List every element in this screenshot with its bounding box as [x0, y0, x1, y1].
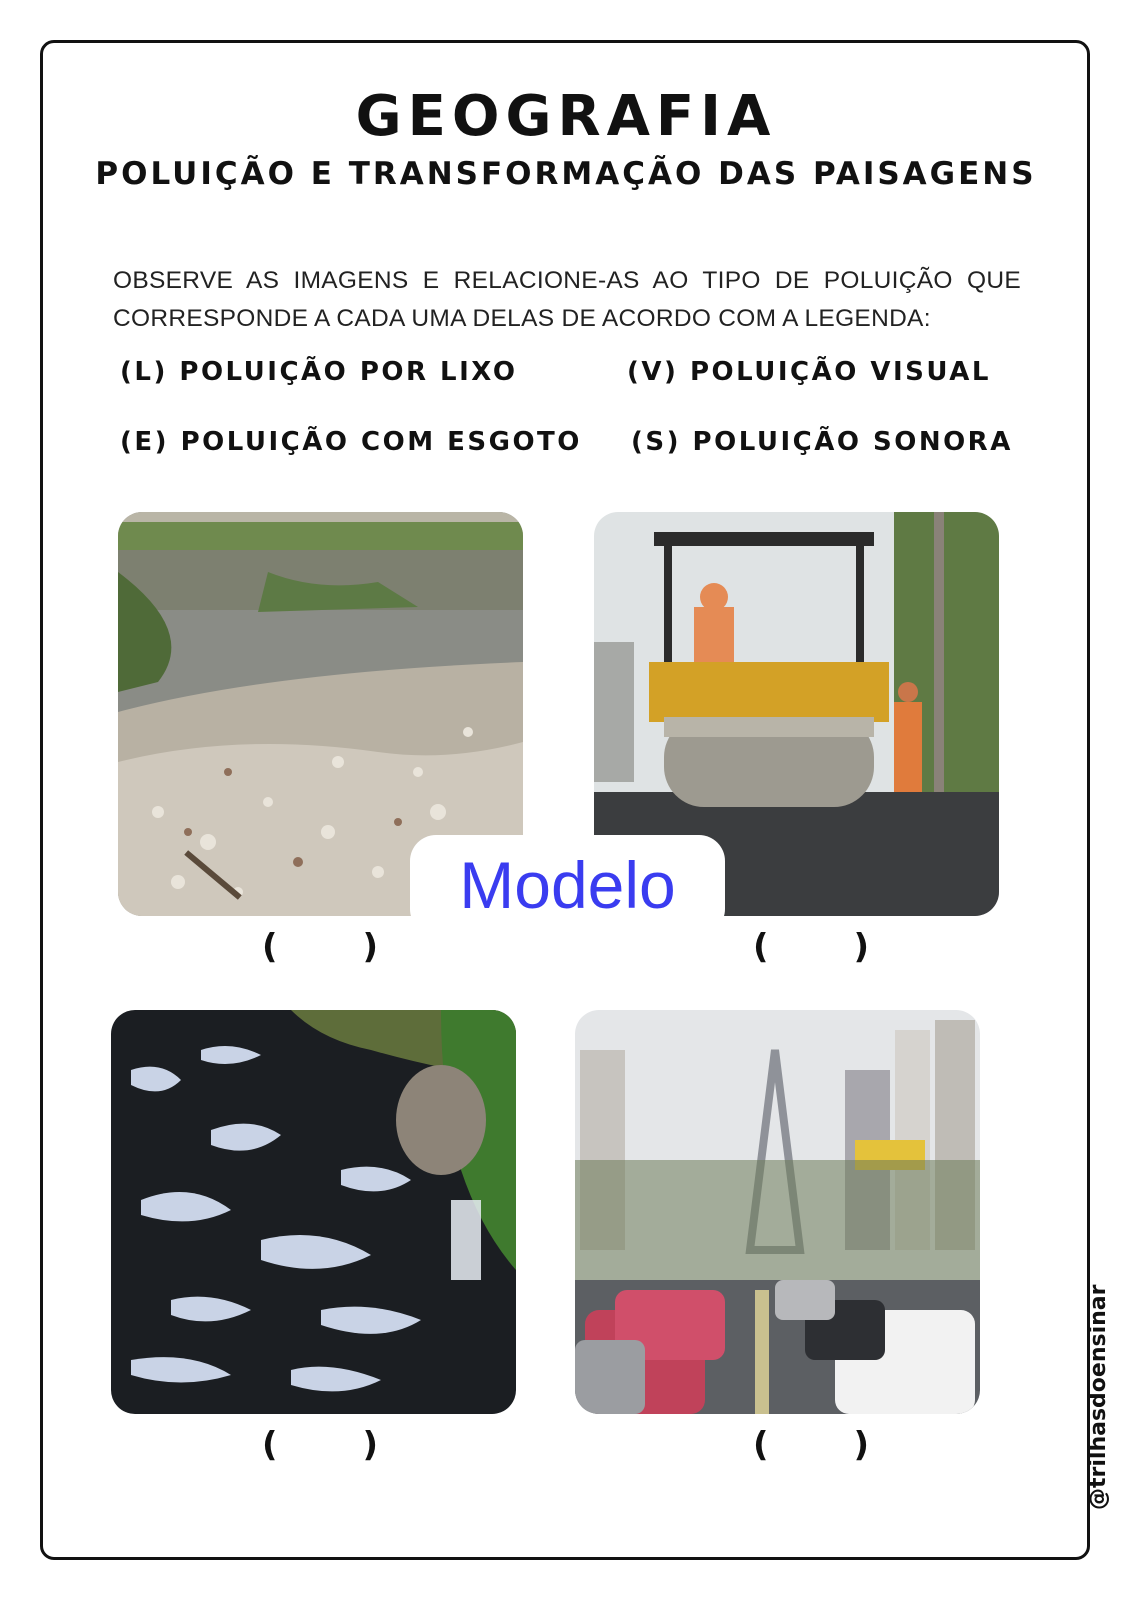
answer-blank-1[interactable]: ( )	[262, 927, 381, 967]
legend-item-lixo: (L) POLUIÇÃO POR LIXO	[120, 357, 518, 387]
legend-item-visual: (V) POLUIÇÃO VISUAL	[627, 357, 991, 387]
legend-item-esgoto: (E) POLUIÇÃO COM ESGOTO	[120, 427, 582, 457]
watermark-label: Modelo	[410, 835, 725, 935]
legend-item-sonora: (S) POLUIÇÃO SONORA	[631, 427, 1013, 457]
answer-blank-2[interactable]: ( )	[753, 927, 872, 967]
answer-blank-3[interactable]: ( )	[262, 1425, 381, 1465]
sewage-foam-photo	[111, 1010, 516, 1414]
city-traffic-photo	[575, 1010, 980, 1414]
answer-blank-4[interactable]: ( )	[753, 1425, 872, 1465]
page-subtitle: POLUIÇÃO E TRANSFORMAÇÃO DAS PAISAGENS	[95, 156, 1037, 192]
instructions-text: OBSERVE AS IMAGENS E RELACIONE-AS AO TIPO DE POLUIÇÃO QUE CORRESPONDE A CADA UMA DELAS DE ACORDO COM A LEGENDA:	[113, 267, 1021, 332]
author-handle: @trilhasdoensinar	[1086, 1284, 1111, 1510]
page-title: GEOGRAFIA	[355, 84, 777, 149]
